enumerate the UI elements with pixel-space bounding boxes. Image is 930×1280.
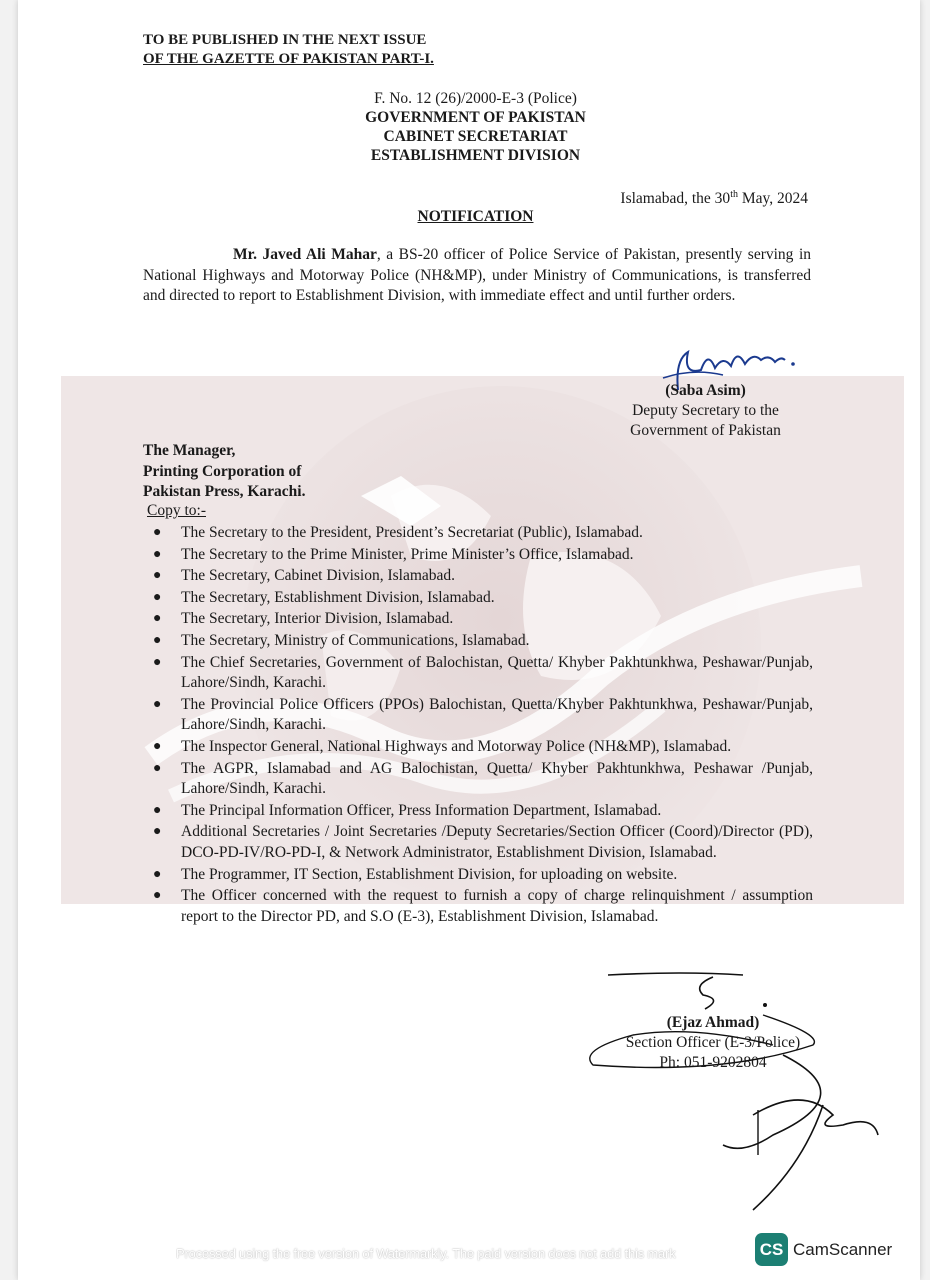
copy-to-label: Copy to:- <box>147 502 206 519</box>
copy-to-item-text: The Programmer, IT Section, Establishment Division, for uploading on website. <box>181 865 678 883</box>
copy-to-item-text: The Secretary, Cabinet Division, Islamabad. <box>181 567 456 585</box>
date-prefix: Islamabad, the 30 <box>620 190 731 208</box>
copy-to-item <box>153 886 813 927</box>
bullet-icon: ● <box>153 525 162 540</box>
copy-to-item <box>153 822 813 863</box>
bullet-icon: ● <box>153 738 162 754</box>
gazette-notice-line1: TO BE PUBLISHED IN THE NEXT ISSUE <box>143 32 427 48</box>
copy-to-item-text: Additional Secretaries / Joint Secretaries /Deputy Secretaries/Section Officer (Coord)/Director (PD), DCO-PD-IV/RO-PD-I, & Network Administrator, Establishment Division, Islamabad. <box>181 823 813 861</box>
gazette-notice-line2: OF THE GAZETTE OF PAKISTAN PART-I. <box>143 51 434 67</box>
bullet-icon: ● <box>153 546 162 562</box>
bullet-icon: ● <box>153 696 162 712</box>
bullet-icon: ● <box>153 888 162 904</box>
bullet-icon: ● <box>153 568 162 584</box>
watermarkly-note: Processed using the free version of Watermarkly. The paid version does not add this mark <box>176 1246 676 1261</box>
copy-to-item <box>153 759 813 800</box>
officer-name: Mr. Javed Ali Mahar <box>233 246 377 263</box>
signatory-block-1 <box>578 381 833 441</box>
bullet-icon: ● <box>153 589 162 605</box>
bullet-icon: ● <box>153 654 162 670</box>
signature-ejaz-ahmad <box>573 965 893 1225</box>
signatory-2-name: (Ejaz Ahmad) <box>666 1014 760 1031</box>
copy-to-item <box>153 653 813 694</box>
bullet-icon: ● <box>153 760 162 776</box>
copy-to-item-text: The Principal Information Officer, Press Information Department, Islamabad. <box>181 801 662 819</box>
copy-to-item <box>153 631 813 652</box>
notification-date <box>578 185 808 209</box>
copy-to-item-text: The Inspector General, National Highways and Motorway Police (NH&MP), Islamabad. <box>181 737 732 755</box>
copy-to-item <box>153 865 813 886</box>
addressee-line1: The Manager, <box>143 442 236 459</box>
signatory-1-title-line1: Deputy Secretary to the <box>632 402 779 419</box>
secretariat-name: CABINET SECRETARIAT <box>383 128 568 145</box>
government-name: GOVERNMENT OF PAKISTAN <box>365 109 586 126</box>
division-name: ESTABLISHMENT DIVISION <box>370 147 581 164</box>
bullet-icon: ● <box>153 802 162 818</box>
copy-to-item-text: The Chief Secretaries, Government of Balochistan, Quetta/ Khyber Pakhtunkhwa, Peshawar/Punjab, Lahore/Sindh, Karachi. <box>181 653 813 692</box>
addressee-block <box>143 441 403 503</box>
bullet-icon: ● <box>153 824 162 840</box>
notification-text: , a BS-20 officer of Police Service of Pakistan, presently serving in National Highways and Motorway Police (NH&MP), under Ministry of Communications, is transferred and directed to report to Establishment Division, with immediate effect and until further orders. <box>143 246 811 304</box>
notification-title: NOTIFICATION <box>417 208 534 225</box>
copy-to-item-text: The Secretary, Ministry of Communications, Islamabad. <box>181 631 530 649</box>
letterhead <box>318 89 633 165</box>
copy-to-item-text: The Secretary, Interior Division, Islamabad. <box>181 610 454 628</box>
copy-to-item <box>153 695 813 736</box>
addressee-line3: Pakistan Press, Karachi. <box>143 483 306 500</box>
notification-body <box>143 245 811 307</box>
document-page <box>18 0 920 1280</box>
copy-to-item <box>153 566 813 587</box>
signatory-2-phone: Ph: 051-9202804 <box>659 1054 767 1071</box>
copy-to-item-text: The Secretary, Establishment Division, Islamabad. <box>181 588 495 606</box>
signatory-2-title: Section Officer (E-3/Police) <box>625 1034 801 1051</box>
copy-to-item <box>153 609 813 630</box>
copy-to-item <box>153 588 813 609</box>
bullet-icon: ● <box>153 632 162 648</box>
camscanner-logo-icon: CS <box>755 1233 788 1266</box>
date-ordinal: th <box>730 189 738 200</box>
addressee-line2: Printing Corporation of <box>143 462 302 480</box>
copy-to-item-text: The Provincial Police Officers (PPOs) Balochistan, Quetta/Khyber Pakhtunkhwa, Peshawar/Punjab, Lahore/Sindh, Karachi. <box>181 695 813 734</box>
copy-to-item-text: The AGPR, Islamabad and AG Balochistan, Quetta/ Khyber Pakhtunkhwa, Peshawar /Punjab, Lahore/Sindh, Karachi. <box>181 759 813 798</box>
file-number: F. No. 12 (26)/2000-E-3 (Police) <box>374 90 577 107</box>
signatory-block-2 <box>603 1013 823 1073</box>
signatory-1-name: (Saba Asim) <box>665 382 746 399</box>
copy-to-item <box>153 737 813 758</box>
signatory-1-title-line2: Government of Pakistan <box>630 422 781 439</box>
copy-to-item-text: The Secretary to the President, President’s Secretariat (Public), Islamabad. <box>181 524 643 541</box>
copy-to-list <box>153 523 813 928</box>
bullet-icon: ● <box>153 611 162 627</box>
date-rest: May, 2024 <box>737 190 808 208</box>
camscanner-name: CamScanner <box>793 1240 893 1259</box>
copy-to-item <box>153 523 813 544</box>
copy-to-item-text: The Officer concerned with the request to furnish a copy of charge relinquishment / assumption report to the Director PD, and S.O (E-3), Establishment Division, Islamabad. <box>181 887 813 925</box>
copy-to-item <box>153 801 813 822</box>
bullet-icon: ● <box>153 866 162 882</box>
gazette-notice <box>143 31 563 69</box>
copy-to-item <box>153 545 813 566</box>
copy-to-item-text: The Secretary to the Prime Minister, Prime Minister’s Office, Islamabad. <box>181 545 634 563</box>
